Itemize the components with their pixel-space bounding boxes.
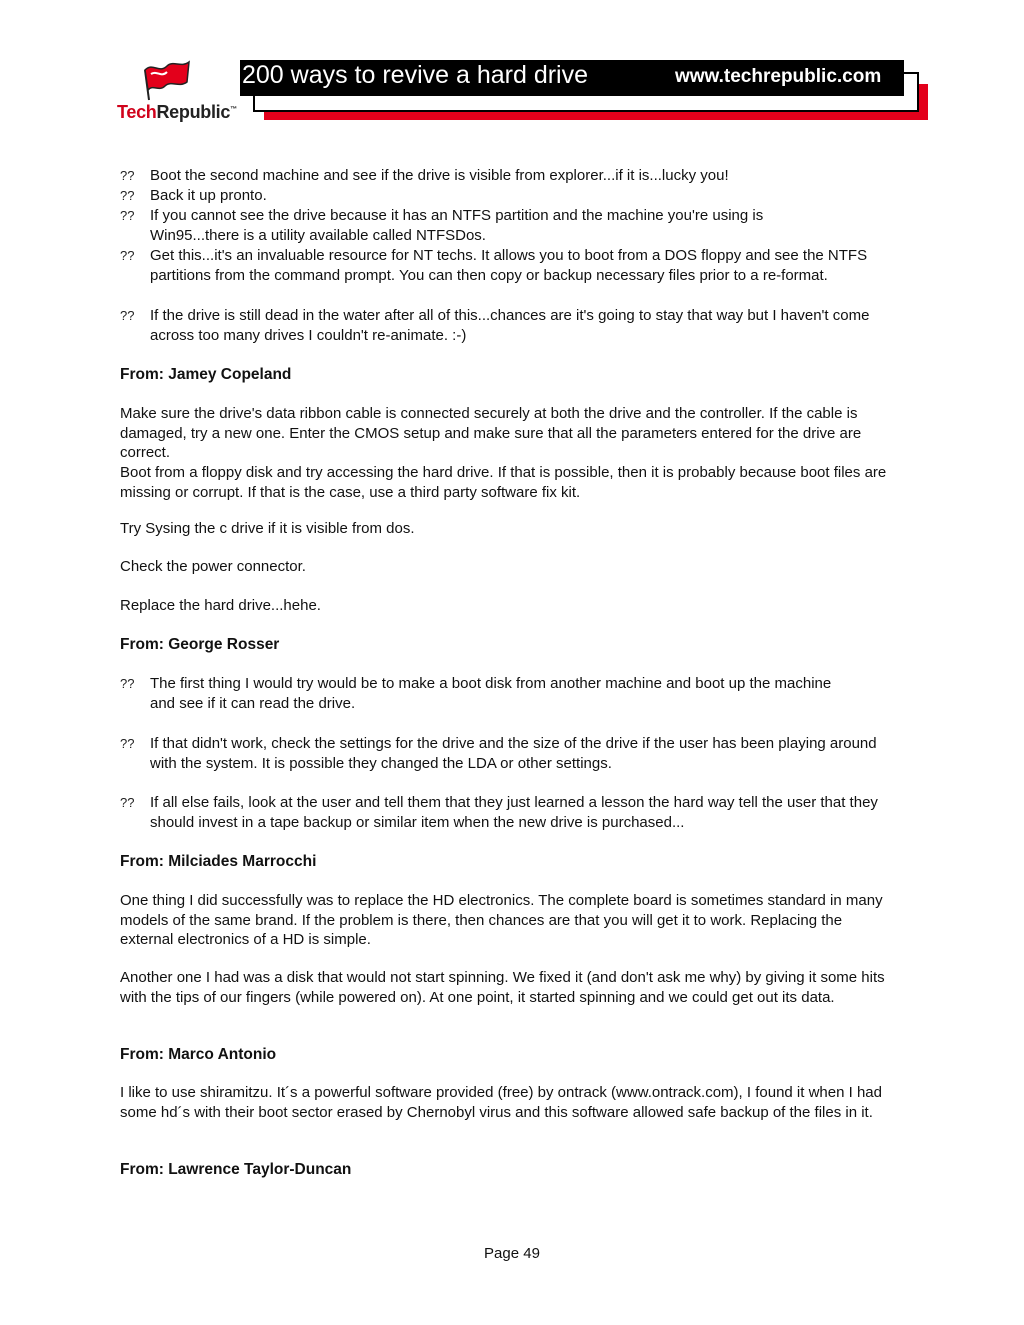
logo-republic: Republic <box>156 102 231 122</box>
list-item <box>120 734 880 774</box>
list-item <box>120 246 910 286</box>
paragraph: Another one I had was a disk that would not start spinning. We fixed it (and don't ask me why) by giving it some hits with the tips of our fingers (while powered on). At one point, it started spinning and we could get out its data. <box>120 969 885 1006</box>
list-item <box>120 674 860 714</box>
header-url: www.techrepublic.com <box>675 66 882 87</box>
bullet-mark: ?? <box>120 308 135 323</box>
bullet-mark: ?? <box>120 736 135 751</box>
list-item-text: Get this...it's an invaluable resource for NT techs. It allows you to boot from a DOS floppy and see the NTFS partitions from the command prompt. You can then copy or backup necessary files prior to a re-format. <box>150 247 868 284</box>
bullet-mark: ?? <box>120 188 135 203</box>
flag-icon <box>143 58 193 102</box>
list-item-text: Back it up pronto. <box>150 187 267 204</box>
paragraph: One thing I did successfully was to replace the HD electronics. The complete board is sometimes standard in many models of the same brand. If the problem is there, then chances are that you will get it to work. Replacing the external electronics of a HD is simple. <box>120 892 883 948</box>
list-item-text: The first thing I would try would be to make a boot disk from another machine and boot up the machine and see if it can read the drive. <box>150 675 832 712</box>
paragraph: Check the power connector. <box>120 558 306 575</box>
paragraph: Try Sysing the c drive if it is visible from dos. <box>120 520 415 537</box>
contributor-heading: From: Jamey Copeland <box>120 366 292 383</box>
contributor-heading: From: George Rosser <box>120 636 280 653</box>
bullet-mark: ?? <box>120 248 135 263</box>
logo-trademark: ™ <box>230 106 237 113</box>
techrepublic-logo <box>117 58 247 128</box>
list-item <box>120 166 910 186</box>
document-title: 200 ways to revive a hard drive <box>242 61 589 89</box>
list-item <box>120 206 840 246</box>
list-item-text: If that didn't work, check the settings for the drive and the size of the drive if the user has been playing around with the system. It is possible they changed the LDA or other settings. <box>150 735 877 772</box>
contributor-heading: From: Milciades Marrocchi <box>120 853 317 870</box>
logo-tech: Tech <box>117 102 157 122</box>
page-number: Page 49 <box>484 1245 540 1262</box>
paragraph: Boot from a floppy disk and try accessing the hard drive. If that is possible, then it is probably because boot files are missing or corrupt. If that is the case, use a third party software fix kit. <box>120 464 887 501</box>
contributor-heading: From: Marco Antonio <box>120 1046 277 1063</box>
list-item-text: If the drive is still dead in the water after all of this...chances are it's going to stay that way but I haven't come across too many drives I couldn't re-animate. :-) <box>150 307 870 344</box>
list-item <box>120 306 880 346</box>
list-item-text: If you cannot see the drive because it has an NTFS partition and the machine you're using is Win95...there is a utility available called NTFSDos. <box>150 207 764 244</box>
logo-wordmark <box>117 102 237 123</box>
bullet-mark: ?? <box>120 795 135 810</box>
paragraph: Make sure the drive's data ribbon cable is connected securely at both the drive and the controller. If the cable is damaged, try a new one. Enter the CMOS setup and make sure that all the parameters entered for the drive are correct. <box>120 405 862 461</box>
list-item <box>120 186 910 206</box>
paragraph: I like to use shiramitzu. It´s a powerful software provided (free) by ontrack (www.ontrack.com), I found it when I had some hd´s with their boot sector erased by Chernobyl virus and this software allowed safe backup of the files in it. <box>120 1084 882 1121</box>
contributor-heading: From: Lawrence Taylor-Duncan <box>120 1161 352 1178</box>
list-item <box>120 793 910 833</box>
paragraph: Replace the hard drive...hehe. <box>120 597 321 614</box>
list-item-text: If all else fails, look at the user and tell them that they just learned a lesson the hard way tell the user that they should invest in a tape backup or similar item when the new drive is purchased... <box>150 794 878 831</box>
list-item-text: Boot the second machine and see if the drive is visible from explorer...if it is...lucky you! <box>150 167 729 184</box>
bullet-mark: ?? <box>120 208 135 223</box>
bullet-mark: ?? <box>120 168 135 183</box>
bullet-mark: ?? <box>120 676 135 691</box>
